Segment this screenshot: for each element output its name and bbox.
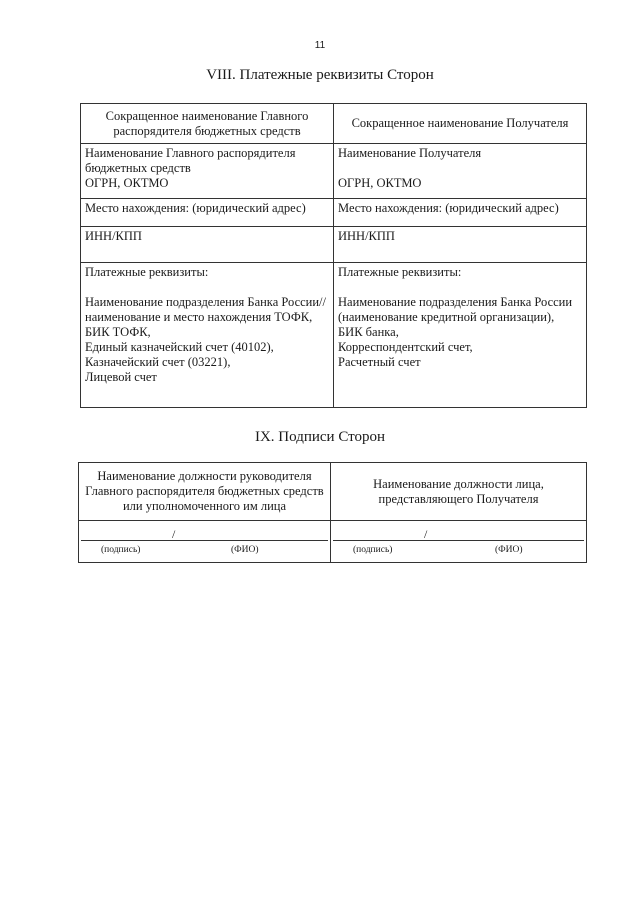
distributor-ogrn-label: ОГРН, ОКТМО (85, 176, 169, 190)
table-header-row (81, 104, 587, 144)
table-row-address (81, 199, 587, 227)
signatures-row (79, 521, 587, 563)
distributor-signature-cell (79, 521, 331, 563)
payment-details-table (80, 103, 587, 408)
cell-recipient-payment (334, 263, 587, 408)
recipient-payment-line: Корреспондентский счет, (338, 340, 473, 354)
cell-recipient-name (334, 144, 587, 199)
table-row-payment (81, 263, 587, 408)
recipient-signature-line (333, 540, 584, 541)
table-row-name (81, 144, 587, 199)
cell-recipient-inn: ИНН/КПП (334, 227, 587, 263)
signatures-table (78, 462, 587, 563)
distributor-name-label: Наименование Главного распорядителя бюджетных средств (85, 146, 296, 175)
recipient-name-label: Наименование Получателя (338, 146, 482, 160)
recipient-signature-cell (331, 521, 587, 563)
section-title-payment-details: VIII. Платежные реквизиты Сторон (206, 67, 434, 83)
header-cell-recipient-position: Наименование должности лица, представляющего Получателя (331, 463, 587, 521)
distributor-payment-line: Наименование подразделения Банка России//наименование и место нахождения ТОФК, (85, 295, 326, 324)
cell-recipient-address: Место нахождения: (юридический адрес) (334, 199, 587, 227)
recipient-name-caption: (ФИО) (495, 545, 523, 555)
recipient-payment-title: Платежные реквизиты: (338, 265, 462, 279)
cell-distributor-address: Место нахождения: (юридический адрес) (81, 199, 334, 227)
recipient-signature-slash: / (424, 527, 428, 541)
distributor-signature-slash: / (172, 527, 176, 541)
distributor-sign-caption: (подпись) (101, 545, 141, 555)
recipient-payment-line: Наименование подразделения Банка России (наименование кредитной организации), (338, 295, 573, 324)
recipient-payment-line: Расчетный счет (338, 355, 421, 369)
distributor-name-caption: (ФИО) (231, 545, 259, 555)
distributor-payment-title: Платежные реквизиты: (85, 265, 209, 279)
recipient-sign-caption: (подпись) (353, 545, 393, 555)
distributor-payment-line: БИК ТОФК, (85, 325, 151, 339)
header-cell-distributor: Сокращенное наименование Главного распорядителя бюджетных средств (81, 104, 334, 144)
cell-distributor-name (81, 144, 334, 199)
header-cell-recipient: Сокращенное наименование Получателя (334, 104, 587, 144)
cell-distributor-payment (81, 263, 334, 408)
table-row-inn (81, 227, 587, 263)
section-title-signatures: IX. Подписи Сторон (254, 429, 386, 445)
distributor-payment-line: Единый казначейский счет (40102), (85, 340, 274, 354)
distributor-payment-line: Лицевой счет (85, 370, 157, 384)
header-cell-distributor-position: Наименование должности руководителя Главного распорядителя бюджетных средств или уполномоченного им лица (79, 463, 331, 521)
distributor-signature-line (81, 540, 328, 541)
signatures-header-row (79, 463, 587, 521)
recipient-payment-line: БИК банка, (338, 325, 399, 339)
distributor-payment-line: Казначейский счет (03221), (85, 355, 231, 369)
recipient-ogrn-label: ОГРН, ОКТМО (338, 176, 422, 190)
cell-distributor-inn: ИНН/КПП (81, 227, 334, 263)
page-number: 11 (314, 40, 326, 51)
